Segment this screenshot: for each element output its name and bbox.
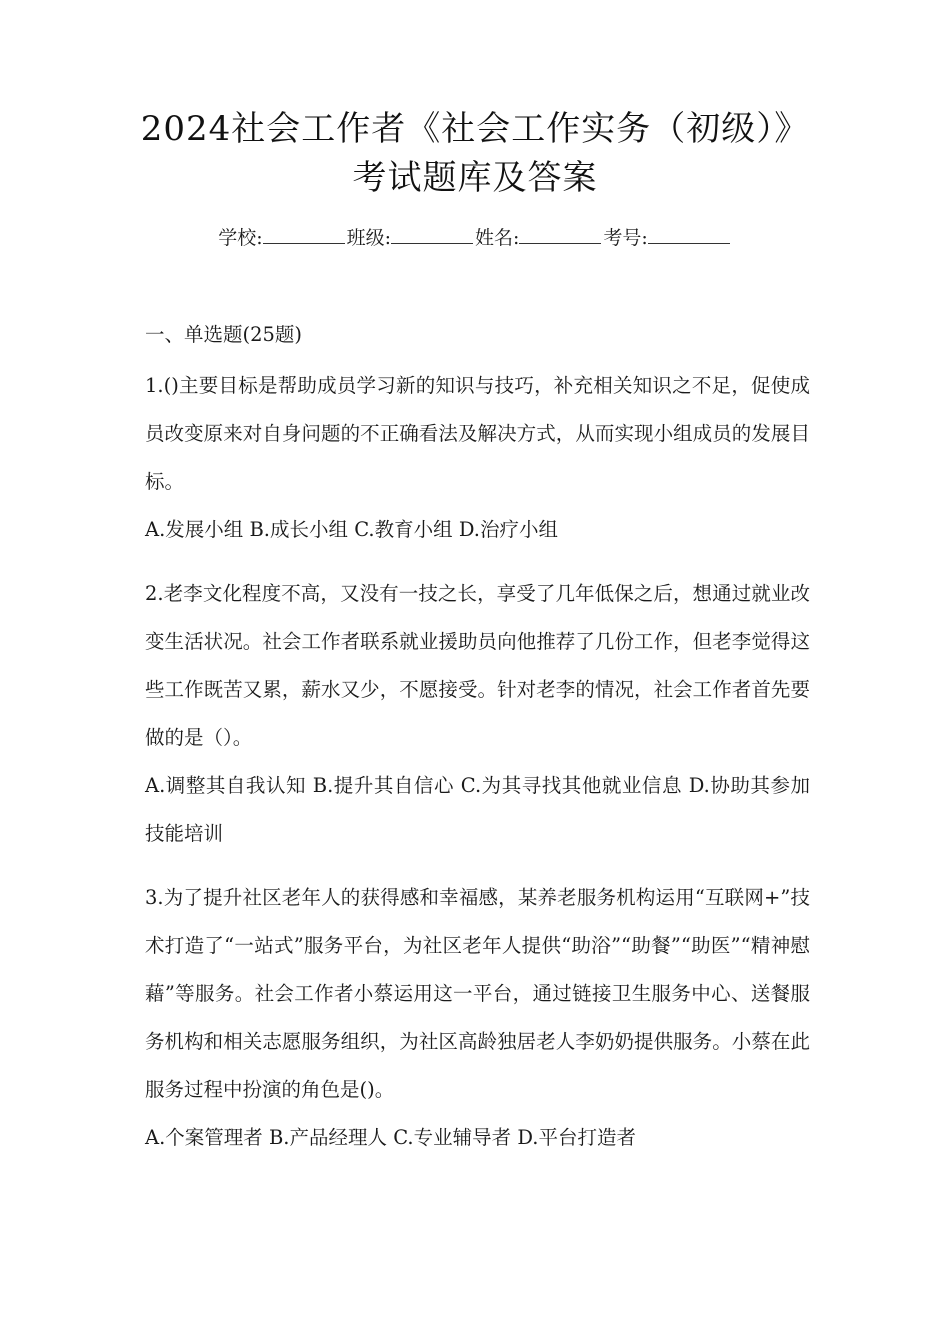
question-options: A.调整其自我认知 B.提升其自信心 C.为其寻找其他就业信息 D.协助其参加技能培训 [145,774,810,845]
exam-number-blank[interactable] [648,224,730,244]
question-options: A.个案管理者 B.产品经理人 C.专业辅导者 D.平台打造者 [145,1126,636,1149]
school-field [218,224,346,252]
question-3 [145,874,810,1162]
document-title-line2: 考试题库及答案 [352,158,598,198]
name-field [475,224,603,252]
question-options: A.发展小组 B.成长小组 C.教育小组 D.治疗小组 [145,518,558,541]
question-stem: 1.()主要目标是帮助成员学习新的知识与技巧，补充相关知识之不足，促使成员改变原来对自身问题的不正确看法及解决方式，从而实现小组成员的发展目标。 [145,374,810,493]
question-1 [145,362,810,554]
question-stem: 2.老李文化程度不高，又没有一技之长，享受了几年低保之后，想通过就业改变生活状况。社会工作者联系就业援助员向他推荐了几份工作，但老李觉得这些工作既苦又累，薪水又少，不愿接受。针对老李的情况，社会工作者首先要做的是（）。 [145,582,810,749]
document-body [145,320,810,1178]
section-heading: 一、单选题(25题) [145,323,303,346]
name-blank[interactable] [519,224,601,244]
class-label: 班级: [346,227,391,249]
student-info-line [0,224,950,252]
document-title-line1: 2024社会工作者《社会工作实务（初级）》 [140,109,810,149]
question-2 [145,570,810,858]
class-field [347,224,475,252]
question-stem: 3.为了提升社区老年人的获得感和幸福感，某养老服务机构运用“互联网+”技术打造了“一站式”服务平台，为社区老年人提供“助浴”“助餐”“助医”“精神慰藉”等服务。社会工作者小蔡运用这一平台，通过链接卫生服务中心、送餐服务机构和相关志愿服务组织，为社区高龄独居老人李奶奶提供服务。小蔡在此服务过程中扮演的角色是()。 [145,886,810,1101]
school-label: 学校: [218,227,263,249]
name-label: 姓名: [475,227,520,249]
class-blank[interactable] [391,224,473,244]
exam-number-field [603,224,731,252]
exam-number-label: 考号: [603,227,648,249]
school-blank[interactable] [263,224,345,244]
